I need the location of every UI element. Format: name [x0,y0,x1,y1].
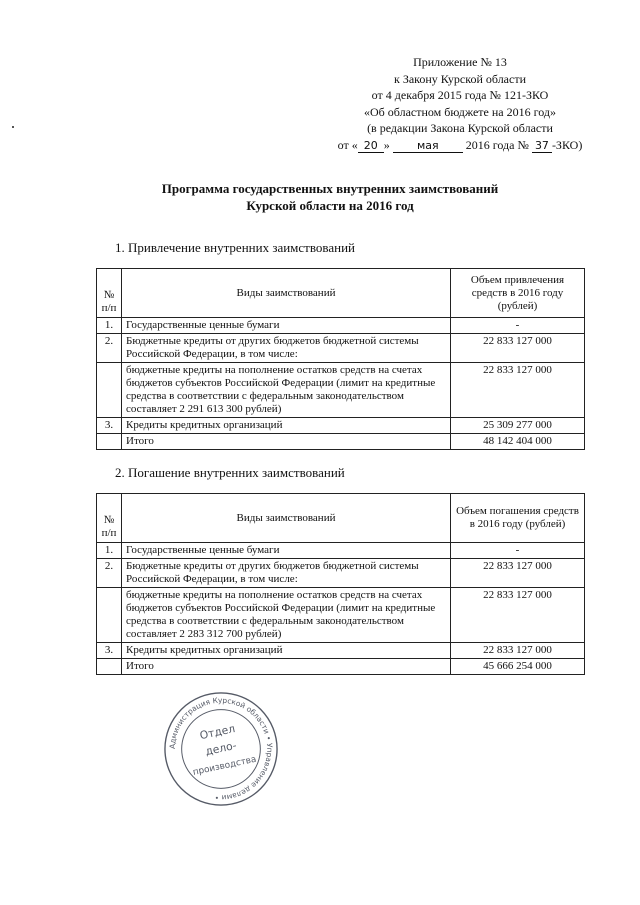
table-row: 2. Бюджетные кредиты от других бюджетов бюджетной системы Российской Федерации, в том числе: 22 833 127 000 [97,559,585,588]
table-header [97,494,585,543]
col-number-header: № п/п [97,269,122,318]
revision-date-line: от « 20 » мая 2016 года № 37 -ЗКО) [337,137,583,152]
table-header [97,269,585,318]
scan-speck [12,126,14,128]
section-1-heading: 1. Привлечение внутренних заимствований [115,240,356,255]
table-row: 3. Кредиты кредитных организаций 22 833 127 000 [97,643,585,659]
table-row: 1. Государственные ценные бумаги - [97,543,585,559]
appendix-header [300,54,620,153]
stamp-text-2: дело- [204,738,238,759]
stamp-text-1: Отдел [198,722,237,743]
col-type-header: Виды заимствований [122,269,451,318]
revision-number: 37 [532,139,552,153]
appendix-number: Приложение № 13 [413,55,507,69]
table-row: бюджетные кредиты на пополнение остатков средств на счетах бюджетов субъектов Российской Федерации (лимит на кредитные средства в соответствии с федеральным законодательством составляет 2 283 312 700 рублей) 22 833 127 000 [97,588,585,643]
col-number-header: № п/п [97,494,122,543]
repayment-table [96,493,585,675]
table-row: 1. Государственные ценные бумаги - [97,318,585,334]
borrowing-table [96,268,585,450]
col-amount-header: Объем погашения средств в 2016 году (рублей) [451,494,585,543]
table-row: бюджетные кредиты на пополнение остатков средств на счетах бюджетов субъектов Российской Федерации (лимит на кредитные средства в соответствии с федеральным законодательством составляет 2 291 613 300 рублей) 22 833 127 000 [97,363,585,418]
revision-day: 20 [358,139,384,153]
col-type-header: Виды заимствований [122,494,451,543]
table-row: 2. Бюджетные кредиты от других бюджетов бюджетной системы Российской Федерации, в том числе: 22 833 127 000 [97,334,585,363]
revision-month: мая [393,139,463,153]
law-date: от 4 декабря 2015 года № 121-ЗКО [371,88,549,102]
law-title: «Об областном бюджете на 2016 год» [364,104,556,119]
section-2-heading: 2. Погашение внутренних заимствований [115,465,345,480]
table-total-row: Итого 45 666 254 000 [97,659,585,675]
document-title: Программа государственных внутренних заимствований Курской области на 2016 год [161,181,499,213]
stamp-text-3: производства [192,754,258,778]
table-row: 3. Кредиты кредитных организаций 25 309 277 000 [97,418,585,434]
law-reference: к Закону Курской области [394,71,526,86]
col-amount-header: Объем привлечения средств в 2016 году (рублей) [451,269,585,318]
table-total-row: Итого 48 142 404 000 [97,434,585,450]
stamp-ring-text: Администрация Курской области • Управление делами • [167,695,275,803]
revision-note: (в редакции Закона Курской области [367,121,553,135]
office-stamp [162,690,280,808]
